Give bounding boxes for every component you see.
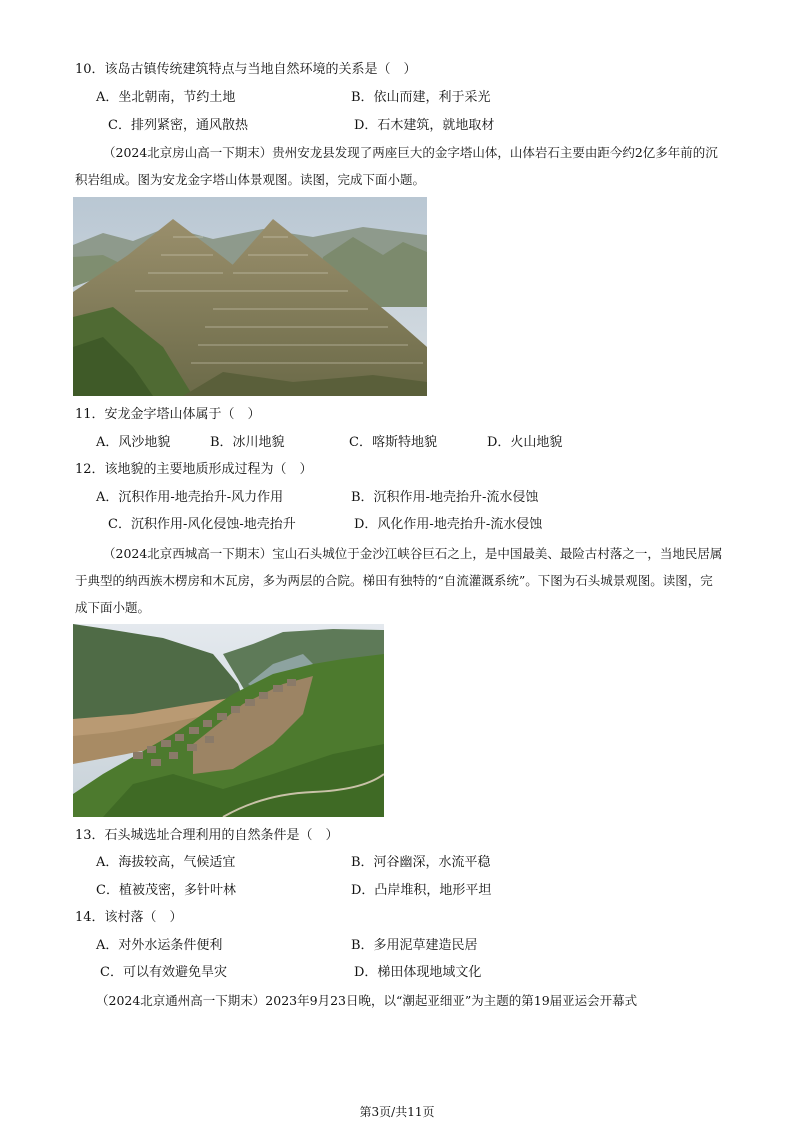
question-10-stem: 10．该岛古镇传统建筑特点与当地自然环境的关系是（ ） [75, 62, 417, 77]
question-14-option-b: B．多用泥草建造民居 [351, 938, 478, 953]
question-13-option-d: D．凸岸堆积，地形平坦 [351, 883, 492, 898]
question-14-option-d: D．梯田体现地域文化 [354, 965, 482, 980]
stone-village-photo [73, 624, 384, 817]
question-10-option-a: A．坐北朝南，节约土地 [96, 90, 236, 105]
question-14-option-c: C．可以有效避免旱灾 [100, 965, 227, 980]
question-11-option-a: A．风沙地貌 [96, 435, 171, 450]
passage-anlong: （2024北京房山高一下期末）贵州安龙县发现了两座巨大的金字塔山体，山体岩石主要由距今约2亿多年前的沉积岩组成。图为安龙金字塔山体景观图。读图，完成下面小题。 [75, 145, 718, 187]
question-11-option-d: D．火山地貌 [487, 435, 563, 450]
question-11-stem: 11．安龙金字塔山体属于（ ） [75, 407, 261, 422]
question-12-stem: 12．该地貌的主要地质形成过程为（ ） [75, 462, 313, 477]
question-14-option-a: A．对外水运条件便利 [96, 938, 223, 953]
question-10-option-d: D．石木建筑，就地取材 [354, 118, 495, 133]
question-12-option-b: B．沉积作用-地壳抬升-流水侵蚀 [351, 490, 539, 505]
passage-asian-games: （2024北京通州高一下期末）2023年9月23日晚，以“潮起亚细亚”为主题的第19届亚运会开幕式 [96, 993, 638, 1008]
question-11-option-b: B．冰川地貌 [210, 435, 285, 450]
page-number: 第3页/共11页 [359, 1105, 435, 1119]
question-13-stem: 13．石头城选址合理利用的自然条件是（ ） [75, 828, 339, 843]
question-12-option-d: D．风化作用-地壳抬升-流水侵蚀 [354, 517, 543, 532]
question-10-option-c: C．排列紧密，通风散热 [108, 118, 248, 133]
question-12-option-c: C．沉积作用-风化侵蚀-地壳抬升 [108, 517, 296, 532]
pyramid-mountain-photo [73, 197, 427, 396]
question-11-option-c: C．喀斯特地貌 [349, 435, 437, 450]
question-13-option-a: A．海拔较高，气候适宜 [96, 855, 236, 870]
question-13-option-b: B．河谷幽深，水流平稳 [351, 855, 491, 870]
question-14-stem: 14．该村落（ ） [75, 910, 183, 925]
question-13-option-c: C．植被茂密，多针叶林 [96, 883, 236, 898]
question-12-option-a: A．沉积作用-地壳抬升-风力作用 [96, 490, 284, 505]
question-10-option-b: B．依山而建，利于采光 [351, 90, 491, 105]
passage-shitoucheng: （2024北京西城高一下期末）宝山石头城位于金沙江峡谷巨石之上，是中国最美、最险古村落之一，当地民居属于典型的纳西族木楞房和木瓦房，多为两层的合院。梯田有独特的“自流灌溉系统”。下图为石头城景观图。读图，完成下面小题。 [75, 546, 723, 615]
